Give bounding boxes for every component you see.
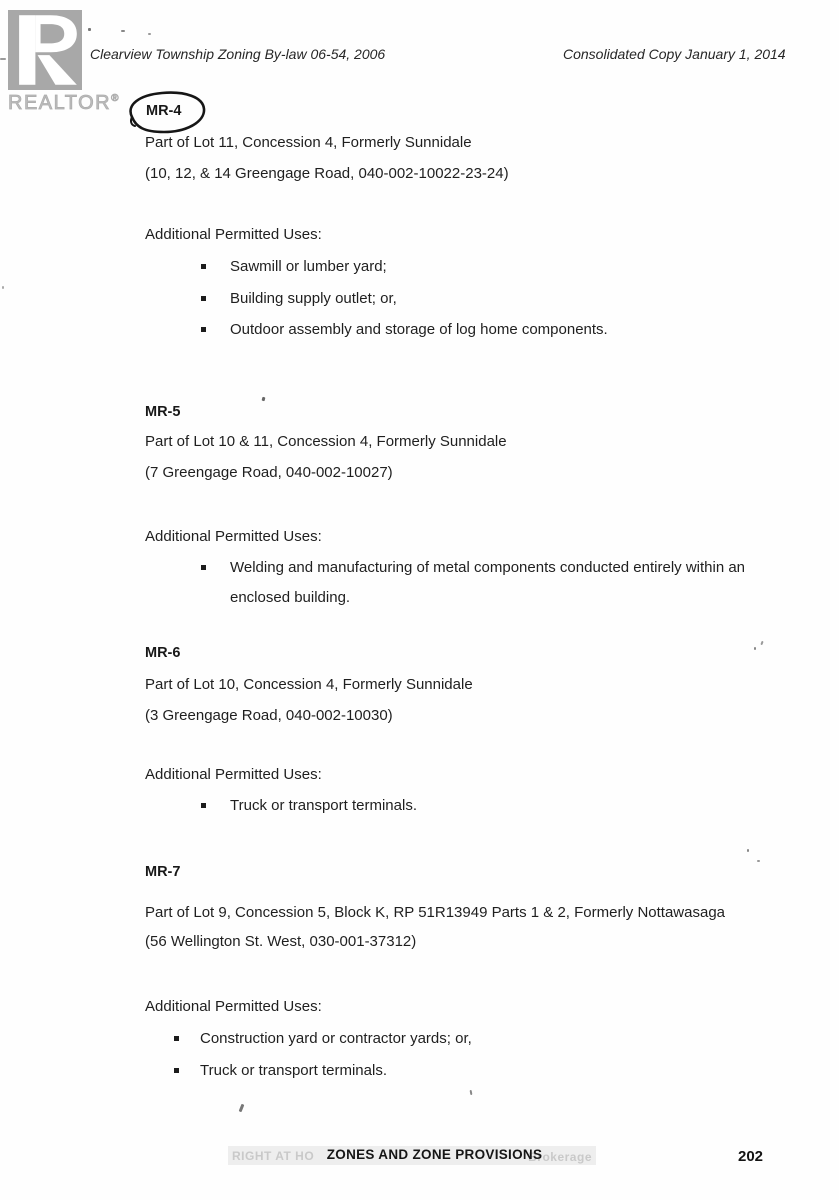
scan-artifact [239,1104,245,1113]
scan-artifact [148,33,151,35]
list-item [201,289,397,309]
zone-address: (10, 12, & 14 Greengage Road, 040-002-10022-23-24) [145,165,509,182]
permitted-use: Truck or transport terminals. [230,797,417,814]
bullet-square-icon [201,803,206,808]
zone-description: Part of Lot 10, Concession 4, Formerly Sunnidale [145,676,473,693]
bullet-square-icon [201,327,206,332]
watermark-text-left: RIGHT AT HO [232,1149,315,1163]
permitted-use: Outdoor assembly and storage of log home components. [230,321,608,338]
scan-artifact [88,28,91,31]
scan-artifact [760,641,763,645]
scan-artifact [0,58,6,60]
scan-artifact [121,30,125,32]
uses-heading: Additional Permitted Uses: [145,766,322,783]
bullet-square-icon [201,264,206,269]
list-item [201,553,782,613]
uses-heading: Additional Permitted Uses: [145,226,322,243]
scan-artifact [262,397,266,402]
zone-description: Part of Lot 9, Concession 5, Block K, RP 51R13949 Parts 1 & 2, Formerly Nottawasaga [145,904,726,921]
scan-artifact [2,286,4,289]
zone-label-mr4: MR-4 [146,103,182,119]
zone-label-mr6: MR-6 [145,645,181,661]
zone-address: (56 Wellington St. West, 030-001-37312) [145,933,417,950]
zone-description: Part of Lot 11, Concession 4, Formerly Sunnidale [145,134,472,151]
watermark-text-right: Brokerage [528,1150,592,1164]
bullet-square-icon [201,296,206,301]
realtor-logo [8,10,119,115]
permitted-use: Building supply outlet; or, [230,290,397,307]
zone-description: Part of Lot 10 & 11, Concession 4, Formerly Sunnidale [145,433,507,450]
uses-heading: Additional Permitted Uses: [145,998,322,1015]
realtor-wordmark [8,92,119,115]
list-item [174,1029,472,1049]
page-number: 202 [738,1148,764,1165]
permitted-use: Sawmill or lumber yard; [230,258,387,275]
scan-artifact [747,849,749,852]
realtor-word: REALTOR [8,92,112,114]
registered-trademark-symbol: ® [111,93,119,104]
bullet-square-icon [201,565,206,570]
scan-artifact [757,860,760,862]
uses-heading: Additional Permitted Uses: [145,528,322,545]
scan-artifact [754,647,756,650]
permitted-use: Truck or transport terminals. [200,1062,387,1079]
zone-address: (7 Greengage Road, 040-002-10027) [145,464,393,481]
header-consolidated-date: Consolidated Copy January 1, 2014 [563,46,786,62]
permitted-use: Welding and manufacturing of metal components conducted entirely within an enclosed building. [230,559,746,606]
header-document-title: Clearview Township Zoning By-law 06-54, 2006 [90,46,386,62]
zone-label-mr7: MR-7 [145,864,181,880]
list-item [201,796,417,816]
list-item [174,1061,387,1081]
bullet-square-icon [174,1068,179,1073]
scan-artifact [470,1090,473,1095]
zone-label-mr5: MR-5 [145,404,181,420]
list-item [201,257,387,277]
bullet-square-icon [174,1036,179,1041]
permitted-use: Construction yard or contractor yards; or, [200,1030,472,1047]
realtor-r-icon [8,10,82,90]
list-item [201,320,608,340]
zone-address: (3 Greengage Road, 040-002-10030) [145,707,393,724]
footer-section-title: ZONES AND ZONE PROVISIONS [326,1147,543,1162]
